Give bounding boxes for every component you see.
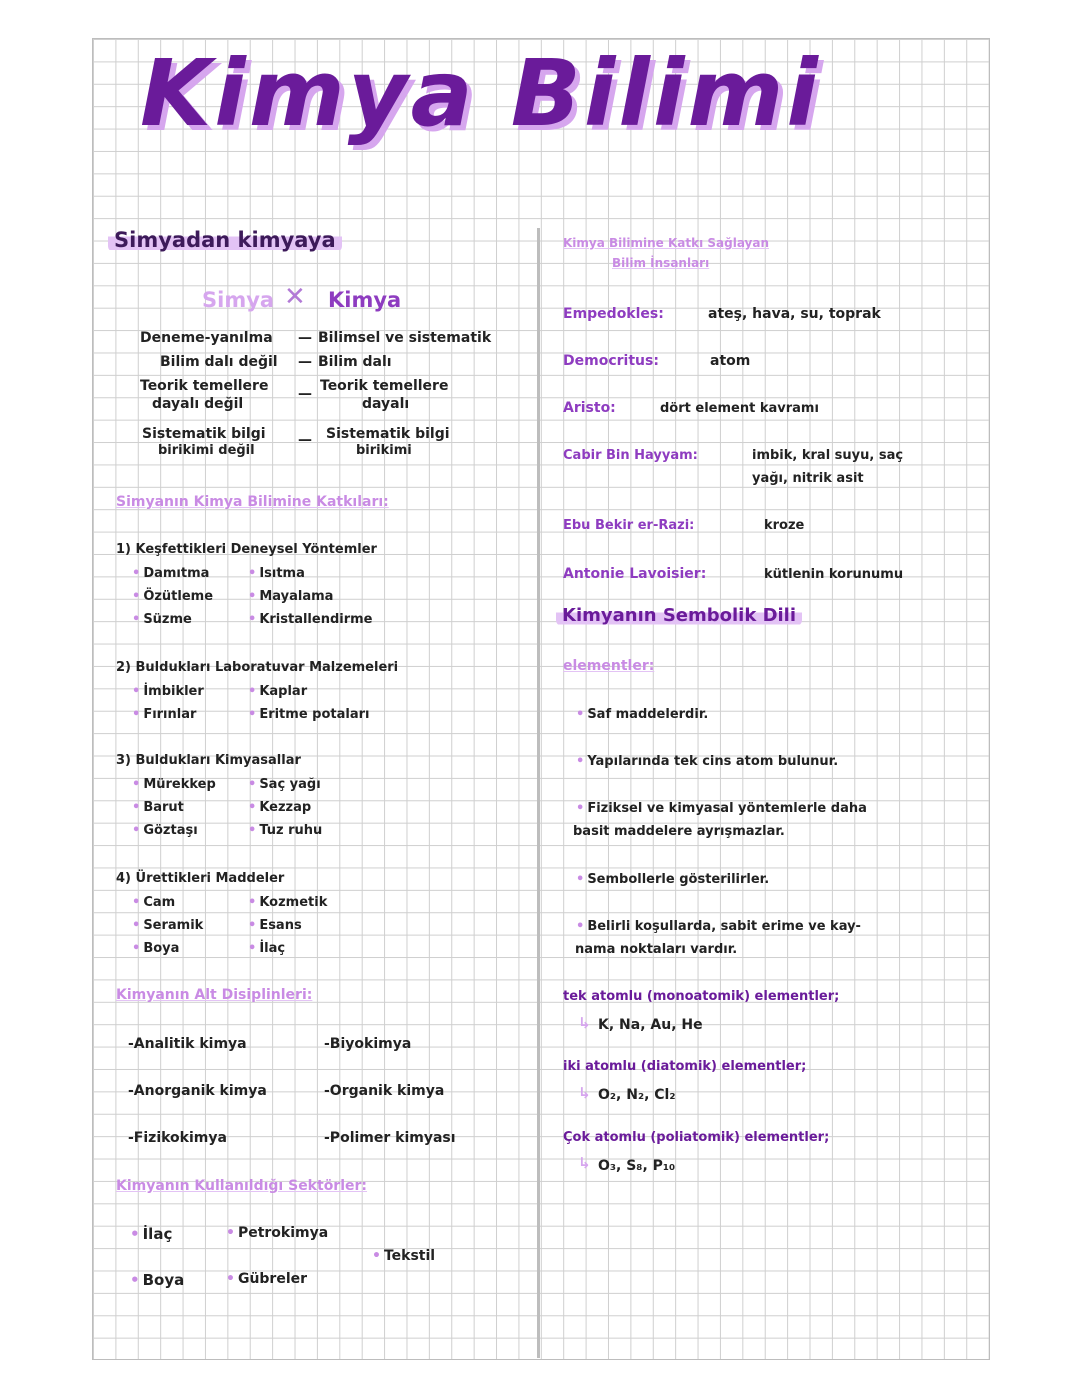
compare-row-3-left: Teorik temellere xyxy=(140,378,269,394)
section-heading-sembolik-dil: Kimyanın Sembolik Dili xyxy=(556,605,802,626)
dash: — xyxy=(298,386,312,402)
list-item: • İlaç xyxy=(248,941,285,956)
list-item: • Kaplar xyxy=(248,684,307,699)
section-heading-bilim-insanlari-1: Kimya Bilimine Katkı Sağlayan xyxy=(563,236,770,250)
scientist-name: Ebu Bekir er-Razi: xyxy=(563,518,695,533)
scientist-contribution: imbik, kral suyu, saç xyxy=(752,448,904,463)
scientist-contribution-cont: yağı, nitrik asit xyxy=(752,471,864,486)
compare-row-4-right2: birikimi xyxy=(356,443,412,458)
scientist-name: Antonie Lavoisier: xyxy=(563,566,707,582)
discipline-item: -Anorganik kimya xyxy=(128,1083,267,1099)
arrow-icon: ↳ xyxy=(578,1014,591,1032)
discipline-item: -Fizikokimya xyxy=(128,1130,227,1146)
list-item: • Fırınlar xyxy=(132,707,196,722)
compare-row-1-right: Bilimsel ve sistematik xyxy=(318,330,492,346)
dash: — xyxy=(298,354,312,370)
subheading-elementler: elementler: xyxy=(563,658,655,674)
list-item: • Cam xyxy=(132,895,175,910)
sector-item: • Petrokimya xyxy=(226,1225,328,1241)
sector-item: • İlaç xyxy=(130,1225,172,1243)
list-item: • Tuz ruhu xyxy=(248,823,322,838)
compare-row-3-right2: dayalı xyxy=(362,396,410,412)
discipline-item: -Analitik kimya xyxy=(128,1036,247,1052)
section-heading-sektorler: Kimyanın Kullanıldığı Sektörler: xyxy=(116,1178,368,1194)
sector-item: • Tekstil xyxy=(372,1248,435,1264)
section-heading-bilim-insanlari-2: Bilim İnsanları xyxy=(612,256,710,270)
list-item: • Kristallendirme xyxy=(248,612,373,627)
discipline-item: -Polimer kimyası xyxy=(324,1130,456,1146)
list-item: • Esans xyxy=(248,918,302,933)
compare-row-3-left2: dayalı değil xyxy=(152,396,244,412)
compare-row-2-right: Bilim dalı xyxy=(318,354,392,370)
compare-row-3-right: Teorik temellere xyxy=(320,378,449,394)
compare-row-2-left: Bilim dalı değil xyxy=(160,354,278,370)
group-title-3: 3) Buldukları Kimyasallar xyxy=(116,753,301,768)
page-title: Kimya Bilimi xyxy=(140,40,821,147)
polyatomic-items: O₃, S₈, P₁₀ xyxy=(598,1158,676,1174)
element-fact-cont: nama noktaları vardır. xyxy=(575,942,738,957)
compare-row-4-left2: birikimi değil xyxy=(158,443,255,458)
arrow-icon: ↳ xyxy=(578,1084,591,1102)
cross-icon: ✕ xyxy=(284,282,306,312)
element-fact: • Saf maddelerdir. xyxy=(576,707,708,722)
group-title-4: 4) Ürettikleri Maddeler xyxy=(116,871,285,886)
list-item: • Göztaşı xyxy=(132,823,198,838)
compare-row-4-left: Sistematik bilgi xyxy=(142,426,266,442)
element-fact: • Yapılarında tek cins atom bulunur. xyxy=(576,754,838,769)
list-item: • Kozmetik xyxy=(248,895,327,910)
sector-item: • Boya xyxy=(130,1271,184,1289)
list-item: • Eritme potaları xyxy=(248,707,369,722)
section-heading-alt-disiplinler: Kimyanın Alt Disiplinleri: xyxy=(116,987,313,1003)
scientist-name: Democritus: xyxy=(563,353,659,369)
list-item: • Mürekkep xyxy=(132,777,216,792)
scientist-contribution: dört element kavramı xyxy=(660,401,819,416)
list-item: • Kezzap xyxy=(248,800,311,815)
section-heading-katkilar: Simyanın Kimya Bilimine Katkıları: xyxy=(116,494,389,510)
list-item: • Özütleme xyxy=(132,589,213,604)
diatomic-title: iki atomlu (diatomik) elementler; xyxy=(563,1059,807,1074)
diatomic-items: O₂, N₂, Cl₂ xyxy=(598,1087,676,1103)
section-heading-simyadan-kimyaya: Simyadan kimyaya xyxy=(108,228,342,252)
list-item: • Saç yağı xyxy=(248,777,321,792)
dash: — xyxy=(298,330,312,346)
list-item: • İmbikler xyxy=(132,684,204,699)
monoatomic-title: tek atomlu (monoatomik) elementler; xyxy=(563,989,840,1004)
scientist-name: Empedokles: xyxy=(563,306,664,322)
compare-row-1-left: Deneme-yanılma xyxy=(140,330,273,346)
scientist-name: Aristo: xyxy=(563,400,616,416)
arrow-icon: ↳ xyxy=(578,1154,591,1172)
scientist-contribution: atom xyxy=(710,353,751,369)
group-title-2: 2) Buldukları Laboratuvar Malzemeleri xyxy=(116,660,399,675)
list-item: • Barut xyxy=(132,800,184,815)
element-fact: • Fiziksel ve kimyasal yöntemlerle daha xyxy=(576,801,867,816)
list-item: • Mayalama xyxy=(248,589,333,604)
monoatomic-items: K, Na, Au, He xyxy=(598,1017,703,1033)
sector-item: • Gübreler xyxy=(226,1271,307,1287)
element-fact: • Sembollerle gösterilirler. xyxy=(576,872,769,887)
compare-right-label: Kimya xyxy=(328,288,402,312)
list-item: • Seramik xyxy=(132,918,203,933)
column-divider xyxy=(537,228,540,1358)
compare-left-label: Simya xyxy=(202,288,275,312)
discipline-item: -Organik kimya xyxy=(324,1083,445,1099)
scientist-contribution: kroze xyxy=(764,518,805,533)
scientist-name: Cabir Bin Hayyam: xyxy=(563,448,698,463)
compare-row-4-right: Sistematik bilgi xyxy=(326,426,450,442)
list-item: • Isıtma xyxy=(248,566,305,581)
list-item: • Boya xyxy=(132,941,179,956)
discipline-item: -Biyokimya xyxy=(324,1036,412,1052)
group-title-1: 1) Keşfettikleri Deneysel Yöntemler xyxy=(116,542,377,557)
element-fact-cont: basit maddelere ayrışmazlar. xyxy=(573,824,785,839)
dash: — xyxy=(298,432,312,448)
list-item: • Damıtma xyxy=(132,566,209,581)
scientist-contribution: ateş, hava, su, toprak xyxy=(708,306,881,322)
list-item: • Süzme xyxy=(132,612,192,627)
polyatomic-title: Çok atomlu (poliatomik) elementler; xyxy=(563,1130,830,1145)
element-fact: • Belirli koşullarda, sabit erime ve kay- xyxy=(576,919,861,934)
scientist-contribution: kütlenin korunumu xyxy=(764,567,904,582)
